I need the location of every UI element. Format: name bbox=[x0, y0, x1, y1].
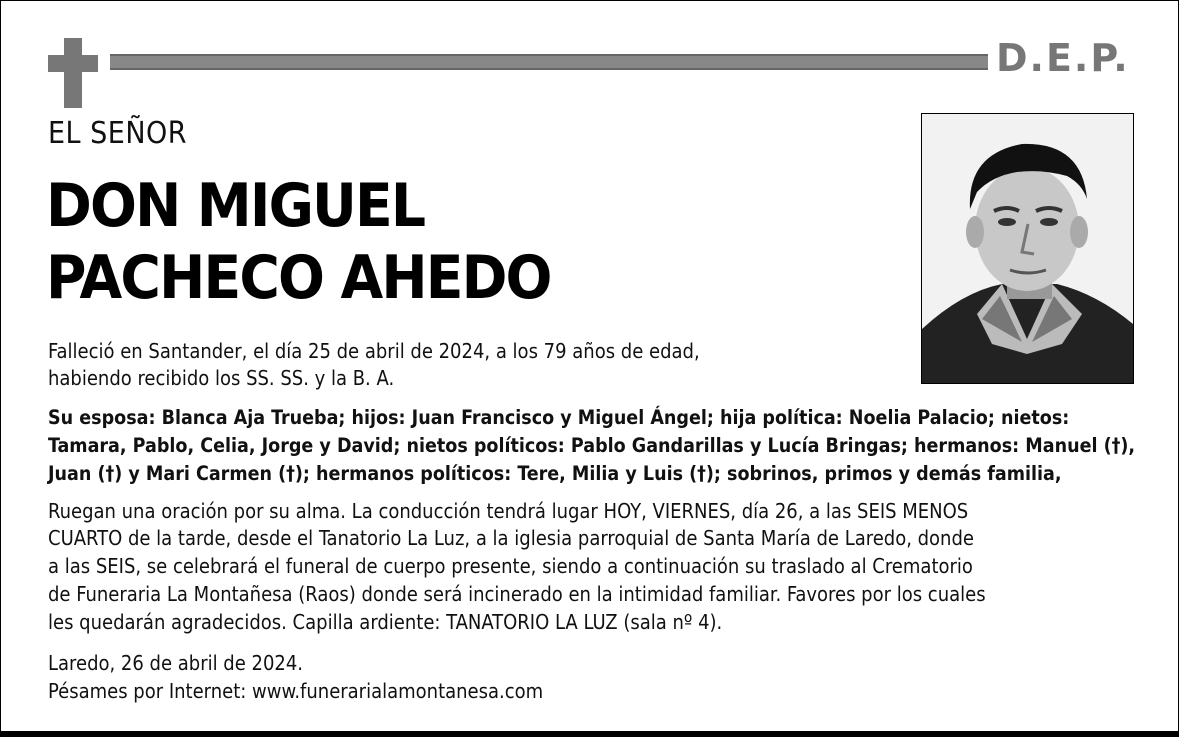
place-date: Laredo, 26 de abril de 2024. bbox=[48, 651, 304, 675]
service-line-1: Ruegan una oración por su alma. La conducción tendrá lugar HOY, VIERNES, día 26, a las SEIS MENOS bbox=[48, 499, 969, 523]
portrait-photo bbox=[921, 113, 1134, 384]
name-line-1: DON MIGUEL bbox=[46, 171, 425, 241]
dep-label: D.E.P. bbox=[996, 36, 1130, 80]
family-line-3: Juan (†) y Mari Carmen (†); hermanos políticos: Tere, Milia y Luis (†); sobrinos, primos y demás familia, bbox=[48, 462, 1062, 485]
condolences-website: Pésames por Internet: www.funerarialamontanesa.com bbox=[48, 679, 544, 703]
cross-icon bbox=[64, 38, 82, 108]
service-line-4: de Funeraria La Montañesa (Raos) donde será incinerado en la intimidad familiar. Favores por los cuales bbox=[48, 582, 986, 606]
family-line-2: Tamara, Pablo, Celia, Jorge y David; nietos políticos: Pablo Gandarillas y Lucía Bringas; hermanos: Manuel (†), bbox=[48, 434, 1136, 457]
family-line-1: Su esposa: Blanca Aja Trueba; hijos: Juan Francisco y Miguel Ángel; hija política: Noelia Palacio; nietos: bbox=[48, 406, 1070, 429]
header-rule bbox=[110, 54, 988, 70]
service-line-2: CUARTO de la tarde, desde el Tanatorio La Luz, a la iglesia parroquial de Santa María de Laredo, donde bbox=[48, 526, 974, 550]
service-line-3: a las SEIS, se celebrará el funeral de cuerpo presente, siendo a continuación su traslado al Crematorio bbox=[48, 554, 973, 578]
cross-icon-bar bbox=[48, 55, 98, 72]
deceased-name bbox=[46, 170, 551, 314]
title-prefix: EL SEÑOR bbox=[48, 116, 188, 151]
service-line-5: les quedarán agradecidos. Capilla ardiente: TANATORIO LA LUZ (sala nº 4). bbox=[48, 610, 723, 634]
name-line-2: PACHECO AHEDO bbox=[46, 243, 551, 313]
death-info-line-1: Falleció en Santander, el día 25 de abril de 2024, a los 79 años de edad, bbox=[48, 339, 700, 363]
death-info-line-2: habiendo recibido los SS. SS. y la B. A. bbox=[48, 366, 395, 390]
portrait-illustration bbox=[922, 114, 1133, 383]
